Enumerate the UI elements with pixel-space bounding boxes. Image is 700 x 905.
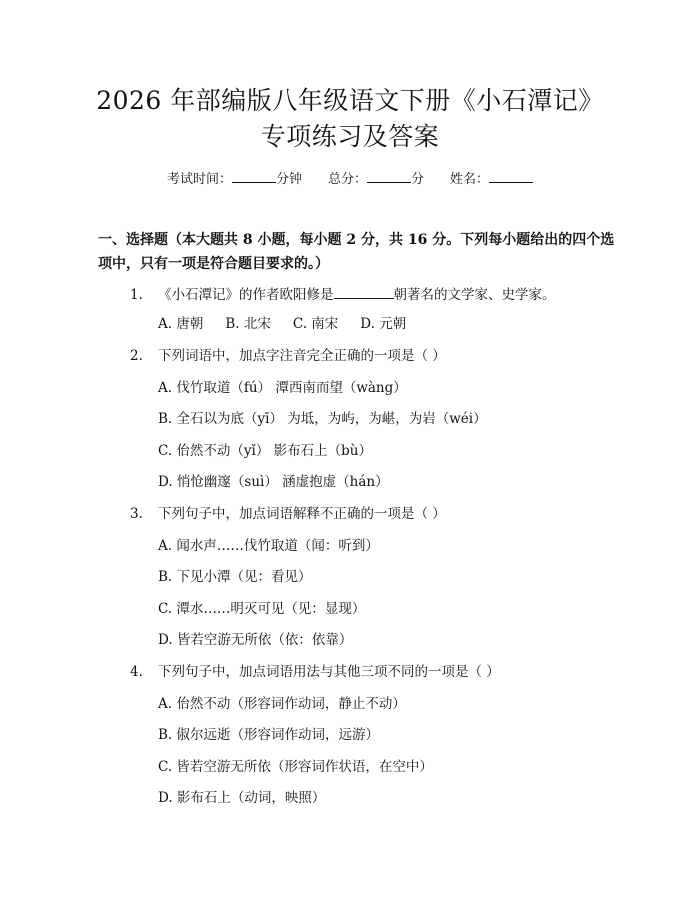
document-title-line1: 2026 年部编版八年级语文下册《小石潭记》: [96, 86, 604, 115]
question-3: [130, 505, 446, 523]
question-stem: 下列句子中，加点词语解释不正确的一项是（ ）: [158, 506, 446, 522]
question-number: 3.: [130, 506, 143, 522]
exam-time-unit: 分钟: [275, 172, 302, 187]
question-number: 4.: [130, 664, 143, 680]
option-b: B. 北宋: [225, 316, 271, 332]
question-stem-after: 朝著名的文学家、史学家。: [393, 287, 556, 303]
exam-time-label: 考试时间：: [166, 172, 232, 187]
question-number: 2.: [130, 348, 143, 364]
option-d: D. 悄怆幽邃（suì） 涵虚抱虚（hán）: [158, 474, 389, 490]
question-number: 1.: [130, 287, 143, 303]
option-a: A. 伐竹取道（fú） 潭西南而望（wàng）: [158, 380, 407, 396]
question-stem: 下列词语中，加点字注音完全正确的一项是（ ）: [158, 348, 446, 364]
question-1-options: [158, 315, 428, 333]
option-d: D. 影布石上（动词，映照）: [158, 790, 326, 806]
option-a: A. 唐朝: [158, 316, 204, 332]
section-heading-line2: 项中，只有一项是符合题目要求的。）: [98, 256, 329, 272]
question-stem: 下列句子中，加点词语用法与其他三项不同的一项是（ ）: [158, 664, 500, 680]
option-b: B. 下见小潭（见：看见）: [158, 569, 312, 585]
exam-name-label: 姓名：: [450, 172, 490, 187]
answer-blank: [334, 284, 394, 299]
option-b: B. 俶尔远逝（形容词作动词，远游）: [158, 727, 380, 743]
exam-time-blank: [232, 168, 276, 183]
document-title-line2: 专项练习及答案: [260, 122, 440, 151]
question-2: [130, 347, 446, 365]
option-d: D. 元朝: [360, 316, 407, 332]
option-c: C. 皆若空游无所依（形容词作状语，在空中）: [158, 759, 433, 775]
exam-name-blank: [489, 168, 533, 183]
option-a: A. 佁然不动（形容词作动词，静止不动）: [158, 696, 406, 712]
option-c: C. 南宋: [292, 316, 339, 332]
exam-score-label: 总分：: [327, 172, 367, 187]
question-4: [130, 663, 500, 681]
exam-info: [0, 168, 700, 189]
section-heading-line1: 一、选择题（本大题共 8 小题，每小题 2 分，共 16 分。下列每小题给出的四个选: [98, 232, 615, 248]
question-1: [130, 284, 556, 304]
option-c: C. 佁然不动（yǐ） 影布石上（bù）: [158, 443, 373, 459]
exam-score-blank: [367, 168, 411, 183]
option-a: A. 闻水声……伐竹取道（闻：听到）: [158, 538, 379, 554]
question-stem-before: 《小石潭记》的作者欧阳修是: [158, 287, 334, 303]
option-d: D. 皆若空游无所依（依：依靠）: [158, 632, 353, 648]
option-c: C. 潭水……明灭可见（见：显现）: [158, 601, 366, 617]
option-b: B. 全石以为底（yī） 为坻，为屿，为嵁，为岩（wéi）: [158, 411, 487, 427]
exam-score-unit: 分: [411, 172, 425, 187]
